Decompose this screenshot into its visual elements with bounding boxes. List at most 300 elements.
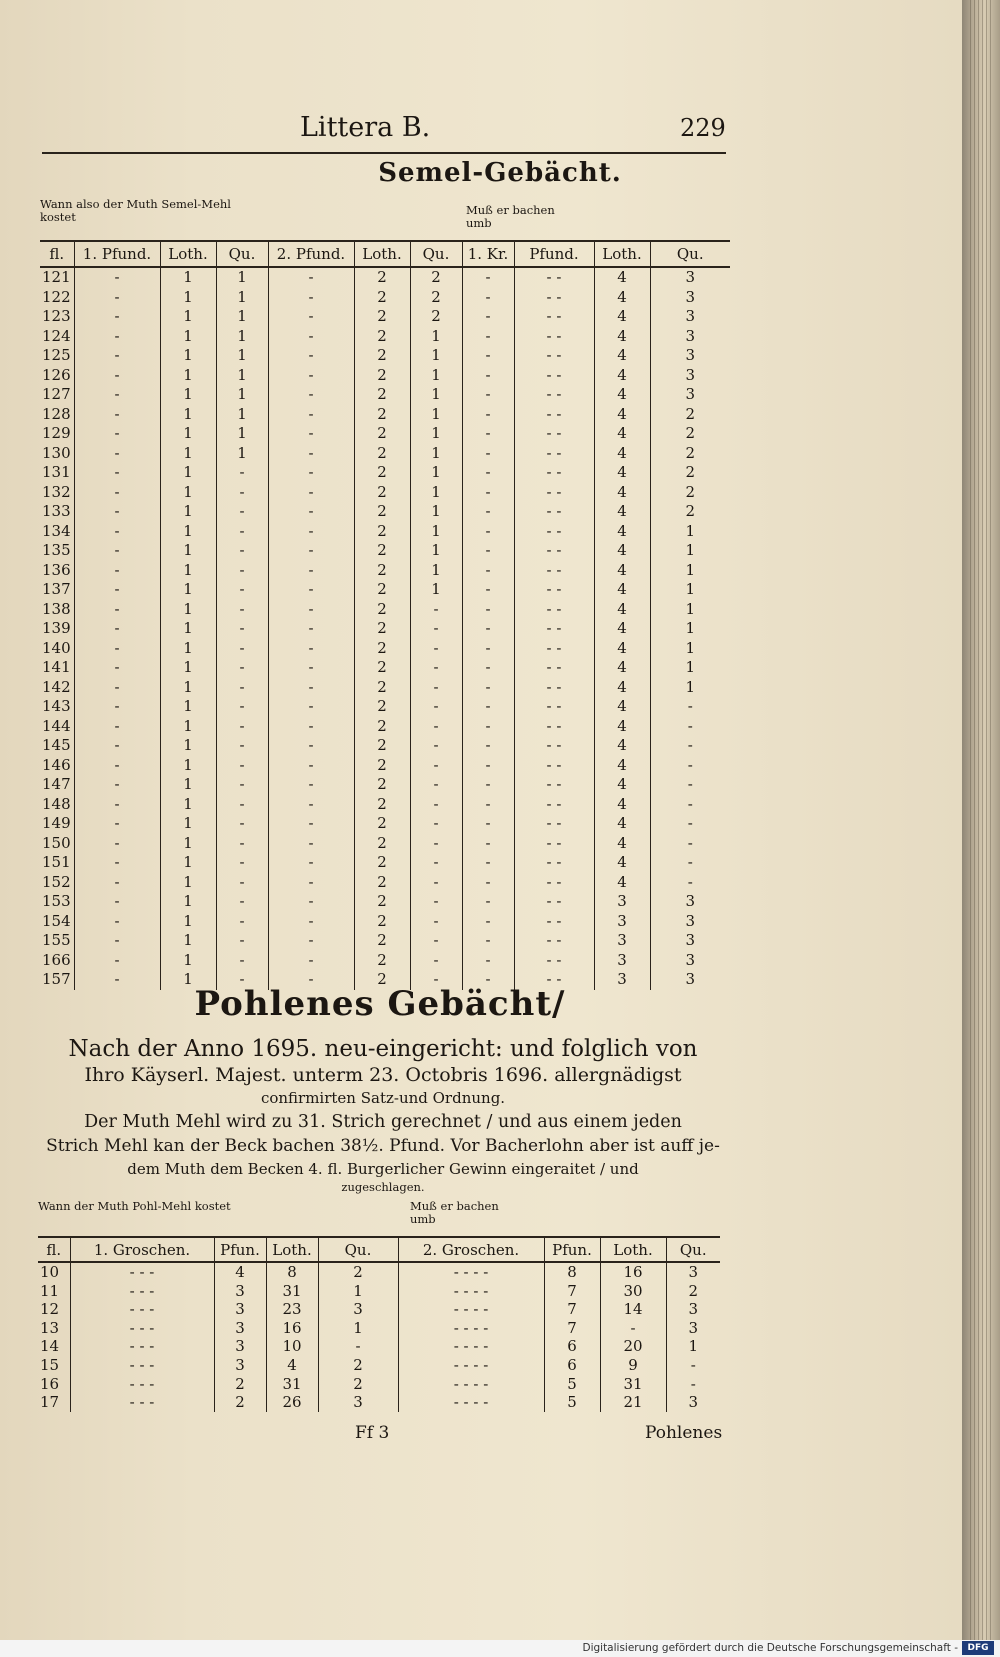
semel-table-row [40,756,730,776]
pohl-table-row [38,1356,720,1375]
semel-cell: 1 [160,267,216,288]
pohl-cell: - - - [70,1375,214,1394]
semel-cell: - [410,834,462,854]
semel-cell: 2 [354,307,410,327]
semel-cell: - - [514,970,594,990]
semel-cell: 1 [410,385,462,405]
pohl-cell: 31 [266,1282,318,1301]
semel-cell: 125 [40,346,74,366]
semel-cell: 2 [354,658,410,678]
semel-cell: 1 [160,327,216,347]
pohl-cell: 3 [318,1300,398,1319]
semel-column-header: 2. Pfund. [268,241,354,267]
semel-cell: - [268,853,354,873]
semel-cell: - [268,346,354,366]
semel-cell: - [410,795,462,815]
signature-mark: Ff 3 [355,1423,390,1443]
semel-cell: - - [514,873,594,893]
semel-table-row [40,658,730,678]
pohl-cell: 4 [214,1262,266,1282]
semel-cell: - [687,755,693,774]
semel-cell: 1 [160,912,216,932]
pohl-cell: 4 [266,1356,318,1375]
semel-cell: 2 [685,482,696,501]
pohl-cell: 11 [38,1282,70,1301]
semel-cell: 152 [40,873,74,893]
semel-cell: 2 [354,600,410,620]
semel-cell: 134 [40,522,74,542]
semel-cell: - [268,795,354,815]
semel-cell: - [268,522,354,542]
semel-cell: - [462,580,514,600]
semel-cell: - [268,775,354,795]
semel-cell: - [462,814,514,834]
semel-cell: 1 [685,638,696,657]
semel-cell: - [216,717,268,737]
semel-cell: - [410,873,462,893]
pohl-cell: - - - - [398,1393,544,1412]
semel-cell: 1 [160,541,216,561]
semel-cell: - [74,814,160,834]
semel-cell: 157 [40,970,74,990]
semel-cell: 3 [594,892,650,912]
semel-cell: - [687,833,693,852]
pohl-cell: 16 [266,1319,318,1338]
semel-cell: - [462,541,514,561]
semel-cell: 4 [594,561,650,581]
semel-cell: - [74,717,160,737]
semel-cell: 133 [40,502,74,522]
semel-cell: 166 [40,951,74,971]
semel-cell: - [74,346,160,366]
semel-cell: 4 [594,639,650,659]
semel-cell: - - [514,483,594,503]
semel-cell: - [216,561,268,581]
semel-table-row [40,502,730,522]
semel-cell: 1 [160,756,216,776]
semel-cell: - [462,522,514,542]
semel-cell: - [74,873,160,893]
semel-cell: 3 [685,326,696,345]
semel-cell: - [268,639,354,659]
pohl-cell: 2 [214,1393,266,1412]
semel-cell: - [410,970,462,990]
semel-cell: - [268,970,354,990]
semel-cell: 1 [410,522,462,542]
pohl-cell: 30 [600,1282,666,1301]
semel-cell: - - [514,912,594,932]
semel-table-row [40,580,730,600]
semel-cell: 4 [594,267,650,288]
semel-cell: 1 [216,327,268,347]
semel-table [40,240,730,990]
semel-cell: 4 [594,444,650,464]
pohl-cell: 3 [688,1263,699,1281]
semel-cell: - [216,795,268,815]
pohl-cell: 14 [38,1337,70,1356]
semel-cell: - [74,619,160,639]
semel-cell: 147 [40,775,74,795]
pohl-cell: 3 [214,1282,266,1301]
semel-cell: 1 [160,366,216,386]
running-head: Littera B. [300,112,431,143]
semel-cell: - - [514,366,594,386]
semel-cell: - [462,444,514,464]
semel-cell: 1 [160,502,216,522]
semel-column-header: 1. Kr. [462,241,514,267]
semel-cell: - [268,619,354,639]
semel-cell: 153 [40,892,74,912]
semel-cell: - [74,892,160,912]
semel-cell: - [687,814,693,832]
semel-cell: - [268,463,354,483]
pohl-cell: 8 [266,1262,318,1282]
semel-table-row [40,385,730,405]
semel-cell: 3 [685,307,696,325]
semel-cell: - [268,834,354,854]
pohl-label-right: Muß er bachen umb [410,1199,499,1226]
semel-table-row [40,541,730,561]
semel-cell: - [410,697,462,717]
semel-cell: 3 [685,365,696,384]
semel-cell: 2 [354,561,410,581]
pohl-cell: 3 [318,1393,398,1412]
semel-table-row [40,697,730,717]
semel-column-header: fl. [40,241,74,267]
semel-cell: - [74,483,160,503]
semel-cell: 2 [354,873,410,893]
semel-cell: 2 [685,502,696,520]
semel-cell: - [268,444,354,464]
semel-cell: - [216,463,268,483]
semel-cell: 130 [40,444,74,464]
semel-cell: 2 [354,288,410,308]
semel-cell: - [410,775,462,795]
semel-cell: - [74,288,160,308]
semel-cell: 4 [594,346,650,366]
semel-cell: - [74,366,160,386]
semel-table-row [40,834,730,854]
semel-cell: 1 [160,424,216,444]
semel-table-row [40,463,730,483]
semel-cell: - [410,736,462,756]
pohl-table-row [38,1300,720,1319]
semel-cell: - [462,912,514,932]
pohlen-para-line-1: Der Muth Mehl wird zu 31. Strich gerechnet / und aus einem jeden [84,1112,682,1132]
semel-cell: - [410,912,462,932]
semel-cell: - [74,756,160,776]
semel-cell: - [216,834,268,854]
semel-table-row [40,678,730,698]
semel-table-row [40,717,730,737]
pohl-cell: 3 [214,1337,266,1356]
semel-cell: 4 [594,600,650,620]
pohl-cell: 1 [688,1337,699,1356]
semel-cell: - - [514,327,594,347]
semel-cell: 1 [685,599,696,618]
semel-cell: 2 [354,346,410,366]
semel-cell: - [74,463,160,483]
semel-cell: - [462,600,514,620]
semel-cell: - [462,951,514,971]
semel-table-row [40,327,730,347]
semel-cell: - [268,600,354,620]
semel-cell: - - [514,600,594,620]
semel-column-header: Qu. [650,241,730,267]
semel-cell: - [410,931,462,951]
semel-cell: - [462,931,514,951]
semel-cell: 1 [685,580,696,598]
semel-cell: - - [514,424,594,444]
semel-cell: - - [514,658,594,678]
pohl-cell: 2 [214,1375,266,1394]
semel-cell: 4 [594,775,650,795]
semel-cell: 1 [685,619,696,637]
semel-cell: 1 [160,385,216,405]
semel-cell: - [462,834,514,854]
semel-table-row [40,444,730,464]
semel-cell: 4 [594,366,650,386]
semel-cell: - - [514,561,594,581]
semel-cell: 1 [160,951,216,971]
semel-cell: 1 [410,346,462,366]
semel-cell: - [216,970,268,990]
pohl-cell: 26 [266,1393,318,1412]
semel-cell: - [74,658,160,678]
semel-cell: - [268,366,354,386]
semel-table-row [40,912,730,932]
semel-cell: 4 [594,736,650,756]
pohl-cell: 7 [544,1319,600,1338]
pohl-column-header: Qu. [666,1237,720,1262]
semel-cell: - [216,678,268,698]
semel-cell: - - [514,346,594,366]
semel-cell: 2 [354,639,410,659]
semel-cell: - [462,346,514,366]
semel-cell: 1 [160,892,216,912]
semel-column-header: Loth. [354,241,410,267]
semel-cell: 4 [594,405,650,425]
pohl-cell: - [318,1337,398,1356]
semel-cell: - [216,853,268,873]
semel-cell: - [74,327,160,347]
pohl-table [38,1236,720,1412]
semel-table-row [40,483,730,503]
semel-cell: - [687,736,693,754]
semel-cell: - [462,619,514,639]
pohlen-section-title: Pohlenes Gebächt/ [194,984,566,1024]
semel-cell: - [74,307,160,327]
semel-cell: - [462,483,514,503]
semel-cell: 1 [410,541,462,561]
pohl-cell: 3 [688,1393,699,1412]
semel-cell: 4 [594,307,650,327]
semel-cell: - [216,658,268,678]
semel-table-row [40,639,730,659]
semel-cell: 2 [354,267,410,288]
semel-cell: 148 [40,795,74,815]
semel-label-left: Wann also der Muth Semel-Mehl kostet [40,197,231,224]
semel-cell: 144 [40,717,74,737]
semel-cell: 2 [685,404,696,423]
semel-cell: 151 [40,853,74,873]
semel-cell: 1 [410,424,462,444]
pohl-cell: - - - [70,1300,214,1319]
semel-cell: 2 [354,483,410,503]
pohl-cell: - - - - [398,1319,544,1338]
semel-table-row [40,814,730,834]
semel-cell: 146 [40,756,74,776]
semel-cell: - - [514,931,594,951]
pohl-cell: 2 [318,1375,398,1394]
semel-cell: - [410,600,462,620]
pohl-cell: 17 [38,1393,70,1412]
semel-cell: - [462,756,514,776]
semel-cell: - [74,795,160,815]
semel-cell: 129 [40,424,74,444]
semel-cell: 1 [685,541,696,559]
semel-cell: 2 [354,385,410,405]
semel-cell: 3 [685,911,696,930]
semel-cell: 2 [354,541,410,561]
semel-cell: 1 [160,658,216,678]
semel-cell: 1 [216,385,268,405]
semel-cell: - [74,912,160,932]
semel-cell: - [462,678,514,698]
semel-cell: 4 [594,834,650,854]
pohl-cell: 2 [318,1262,398,1282]
semel-cell: - [268,697,354,717]
semel-cell: - [268,327,354,347]
page-number: 229 [680,114,726,142]
semel-cell: - [74,736,160,756]
semel-cell: - - [514,405,594,425]
semel-cell: - [462,873,514,893]
semel-cell: - - [514,463,594,483]
semel-cell: - [268,756,354,776]
semel-cell: - [74,834,160,854]
semel-cell: 1 [216,346,268,366]
semel-cell: 1 [160,834,216,854]
pohl-cell: 1 [318,1319,398,1338]
pohl-cell: 8 [544,1262,600,1282]
semel-cell: - [462,970,514,990]
semel-cell: - [268,307,354,327]
semel-cell: 2 [354,444,410,464]
pohl-cell: 20 [600,1337,666,1356]
semel-column-header: Qu. [410,241,462,267]
semel-cell: 1 [160,444,216,464]
semel-cell: 2 [685,443,696,462]
semel-cell: - [268,580,354,600]
semel-cell: - [410,639,462,659]
semel-cell: - [462,288,514,308]
semel-cell: 145 [40,736,74,756]
semel-cell: 1 [216,288,268,308]
pohl-column-header: 1. Groschen. [70,1237,214,1262]
semel-cell: 1 [685,560,696,579]
semel-cell: 3 [685,950,696,969]
semel-cell: - - [514,580,594,600]
semel-cell: 4 [594,814,650,834]
catchword: Pohlenes [645,1423,723,1443]
pohl-cell: 1 [318,1282,398,1301]
semel-cell: 2 [354,756,410,776]
semel-cell: - [410,717,462,737]
semel-cell: - [74,267,160,288]
semel-cell: - [216,600,268,620]
pohl-cell: - - - [70,1282,214,1301]
semel-cell: - [74,561,160,581]
semel-cell: 150 [40,834,74,854]
semel-table-row [40,736,730,756]
semel-cell: 1 [160,873,216,893]
semel-table-row [40,267,730,288]
semel-cell: 2 [685,463,696,481]
semel-cell: - [268,483,354,503]
semel-cell: - [268,541,354,561]
pohl-table-row [38,1319,720,1338]
semel-cell: 122 [40,288,74,308]
semel-cell: - - [514,444,594,464]
semel-cell: 123 [40,307,74,327]
semel-cell: 2 [354,795,410,815]
semel-cell: - [462,385,514,405]
pohl-cell: 31 [266,1375,318,1394]
semel-cell: 4 [594,541,650,561]
semel-cell: - [462,307,514,327]
semel-cell: - [74,639,160,659]
semel-cell: 2 [354,502,410,522]
semel-cell: 2 [354,580,410,600]
semel-cell: 138 [40,600,74,620]
funding-notice: Digitalisierung gefördert durch die Deutsche Forschungsgemeinschaft - [582,1642,958,1654]
pohl-cell: - [600,1319,666,1338]
semel-column-header: Loth. [594,241,650,267]
semel-cell: - [462,267,514,288]
semel-cell: - [268,873,354,893]
semel-cell: 1 [160,775,216,795]
pohl-cell: - - - [70,1337,214,1356]
semel-cell: - [216,483,268,503]
semel-cell: - [74,951,160,971]
pohlen-subtitle-line-3: confirmirten Satz-und Ordnung. [260,1089,506,1107]
semel-cell: - [216,736,268,756]
semel-cell: 2 [410,307,462,327]
semel-cell: 1 [160,697,216,717]
semel-cell: 132 [40,483,74,503]
semel-cell: 131 [40,463,74,483]
dfg-logo-icon: DFG [962,1641,994,1655]
semel-cell: - - [514,639,594,659]
semel-cell: - [216,892,268,912]
semel-cell: 2 [354,717,410,737]
semel-cell: - [74,970,160,990]
semel-cell: - [462,405,514,425]
semel-cell: 3 [594,912,650,932]
semel-table-row [40,775,730,795]
semel-cell: - - [514,619,594,639]
semel-cell: 4 [594,717,650,737]
pohl-cell: 14 [600,1300,666,1319]
semel-cell: - - [514,736,594,756]
semel-cell: - [268,658,354,678]
semel-cell: 1 [410,463,462,483]
semel-cell: 3 [685,931,696,949]
semel-cell: 2 [354,775,410,795]
semel-cell: - [410,678,462,698]
semel-cell: 3 [685,346,696,364]
